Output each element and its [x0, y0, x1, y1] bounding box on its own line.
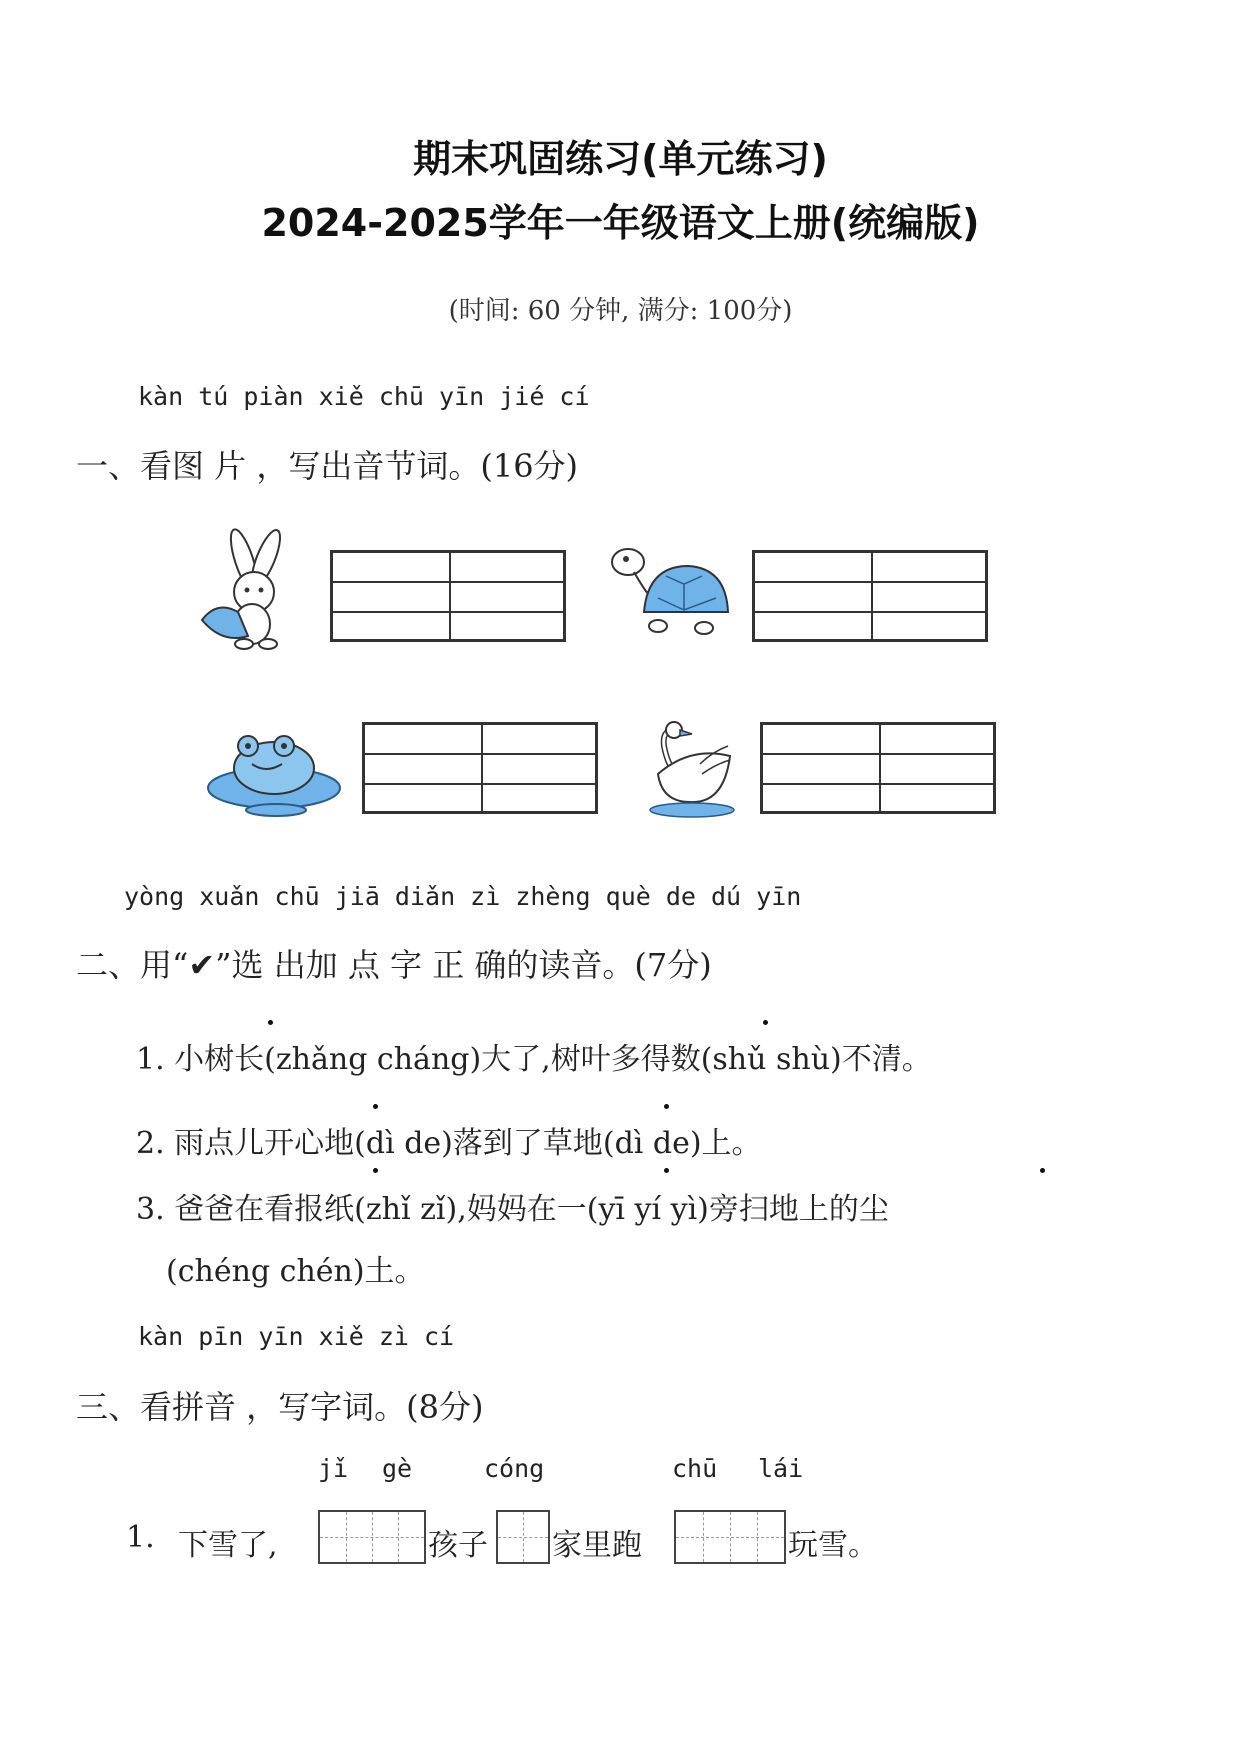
- write-box-ji-ge[interactable]: [318, 1510, 426, 1564]
- section3-title: 三、看拼音 ，写字词。(8分): [76, 1388, 484, 1426]
- frog-icon: [204, 718, 344, 818]
- q1-text-1: 下雪了,: [178, 1528, 278, 1563]
- answer-grid-4[interactable]: [760, 722, 996, 814]
- question-item-3: 3. 爸爸在看报纸(zhǐ zǐ),妈妈在一(yī yí yì)旁扫地上的尘: [136, 1192, 889, 1227]
- section3-pinyin: kàn pīn yīn xiě zì cí: [138, 1322, 455, 1351]
- question-item-3-continued: (chéng chén)土。: [166, 1254, 425, 1289]
- exam-meta: (时间: 60 分钟, 满分: 100分): [448, 296, 793, 326]
- page-subtitle: 2024-2025学年一年级语文上册(统编版): [261, 201, 980, 245]
- answer-grid-3[interactable]: [362, 722, 598, 814]
- section1-title: 一、看图 片 ，写出音节词。(16分): [76, 447, 579, 485]
- write-box-cong[interactable]: [496, 1510, 550, 1564]
- section2-pinyin: yòng xuǎn chū jiā diǎn zì zhèng què de dú yīn: [124, 882, 802, 911]
- page-title: 期末巩固练习(单元练习): [413, 137, 828, 181]
- pinyin-ge: gè: [382, 1454, 413, 1483]
- rabbit-icon: [192, 520, 304, 650]
- pinyin-ji: jǐ: [318, 1454, 349, 1483]
- q1-text-3: 家里跑: [552, 1528, 642, 1563]
- q1-number: 1.: [126, 1520, 155, 1555]
- swan-icon: [640, 716, 740, 820]
- answer-grid-2[interactable]: [752, 550, 988, 642]
- answer-grid-1[interactable]: [330, 550, 566, 642]
- turtle-icon: [608, 540, 736, 644]
- section2-title: 二、用“✔”选 出加 点 字 正 确的读音。(7分): [76, 946, 712, 984]
- q1-text-4: 玩雪。: [788, 1528, 878, 1563]
- pinyin-cong: cóng: [484, 1454, 545, 1483]
- pinyin-lai: lái: [758, 1454, 804, 1483]
- question-item-1: 1. 小树长(zhǎng cháng)大了,树叶多得数(shǔ shù)不清。: [136, 1042, 932, 1077]
- q1-text-2: 孩子: [428, 1528, 488, 1563]
- pinyin-chu: chū: [672, 1454, 718, 1483]
- section1-pinyin: kàn tú piàn xiě chū yīn jié cí: [138, 382, 590, 411]
- write-box-chu-lai[interactable]: [674, 1510, 786, 1564]
- question-item-2: 2. 雨点儿开心地(dì de)落到了草地(dì de)上。: [136, 1126, 762, 1161]
